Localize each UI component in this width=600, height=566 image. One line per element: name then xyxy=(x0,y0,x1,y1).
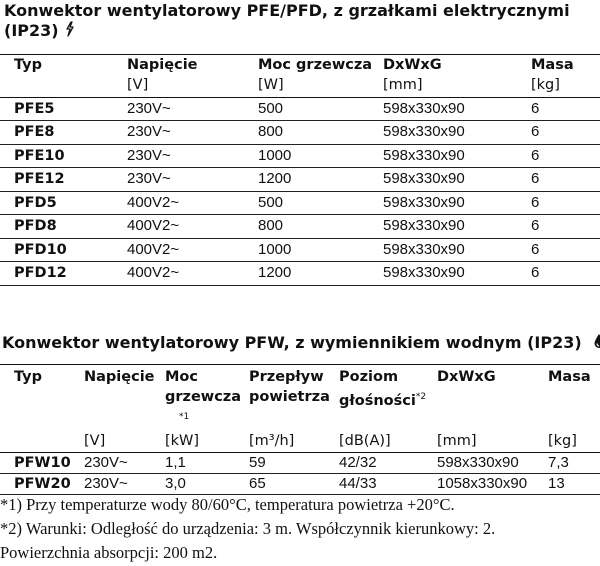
header-moc-grzewcza: Moc grzewcza $^{*1}$ xyxy=(165,369,242,422)
lightning-icon xyxy=(64,21,76,42)
table-header-row xyxy=(0,55,600,76)
table-row: PFD10 400V2~ 1000 598x330x90 6 xyxy=(0,238,600,262)
header-masa: Masa xyxy=(531,57,574,73)
section1-title: Konwektor wentylatorowy PFE/PFD, z grzałkami elektrycznymi (IP23) xyxy=(4,1,570,40)
table-row: PFW10 230V~ 1,1 59 42/32 598x330x90 7,3 xyxy=(0,453,600,474)
header-dxwxg: DxWxG xyxy=(437,369,496,385)
footnote-1: *1) Przy temperaturze wody 80/60°C, temperatura powietrza +20°C. xyxy=(0,495,455,514)
table-header-row xyxy=(0,365,600,431)
header-dxwxg: DxWxG xyxy=(383,57,442,73)
table-units-row: [V] [kW] [m³/h] [dB(A)] [mm] [kg] xyxy=(0,431,600,453)
header-typ: Typ xyxy=(14,369,43,385)
table-units-row xyxy=(0,75,600,97)
table-row: PFD8 400V2~ 800 598x330x90 6 xyxy=(0,215,600,239)
pfw-table xyxy=(0,364,600,495)
header-poziom-glosnosci: Poziom głośności$^{*2}$ xyxy=(339,369,427,409)
footnote-2: *2) Warunki: Odległość do urządzenia: 3 m. Współczynnik kierunkowy: 2. xyxy=(0,519,496,538)
header-masa: Masa xyxy=(548,369,591,385)
unit-masa: [kg] xyxy=(531,77,560,93)
unit-napiecie: [V] xyxy=(127,77,149,93)
footnotes xyxy=(0,493,600,565)
header-napiecie: Napięcie xyxy=(127,57,198,73)
table-row: PFW20 230V~ 3,0 65 44/33 1058x330x90 13 xyxy=(0,474,600,495)
table-row: PFE5 230V~ 500 598x330x90 6 xyxy=(0,97,600,121)
header-moc-grzewcza: Moc grzewcza xyxy=(258,57,373,73)
header-typ: Typ xyxy=(14,57,43,73)
unit-typ xyxy=(0,75,127,97)
table-row: PFD12 400V2~ 1200 598x330x90 6 xyxy=(0,262,600,286)
unit-dxwxg: [mm] xyxy=(383,77,423,93)
header-przeplyw-powietrza: Przepływ powietrza xyxy=(249,369,330,405)
water-drop-icon xyxy=(593,333,600,354)
table-row: PFE8 230V~ 800 598x330x90 6 xyxy=(0,121,600,145)
table-row: PFE12 230V~ 1200 598x330x90 6 xyxy=(0,168,600,192)
header-napiecie: Napięcie xyxy=(84,369,155,385)
table-row: PFD5 400V2~ 500 598x330x90 6 xyxy=(0,191,600,215)
footnote-2-cont: Powierzchnia absorpcji: 200 m2. xyxy=(0,543,218,562)
unit-moc: [W] xyxy=(258,77,284,93)
table-row: PFE10 230V~ 1000 598x330x90 6 xyxy=(0,144,600,168)
pfe-pfd-table xyxy=(0,54,600,286)
section2-title: Konwektor wentylatorowy PFW, z wymiennikiem wodnym (IP23) xyxy=(2,333,600,354)
